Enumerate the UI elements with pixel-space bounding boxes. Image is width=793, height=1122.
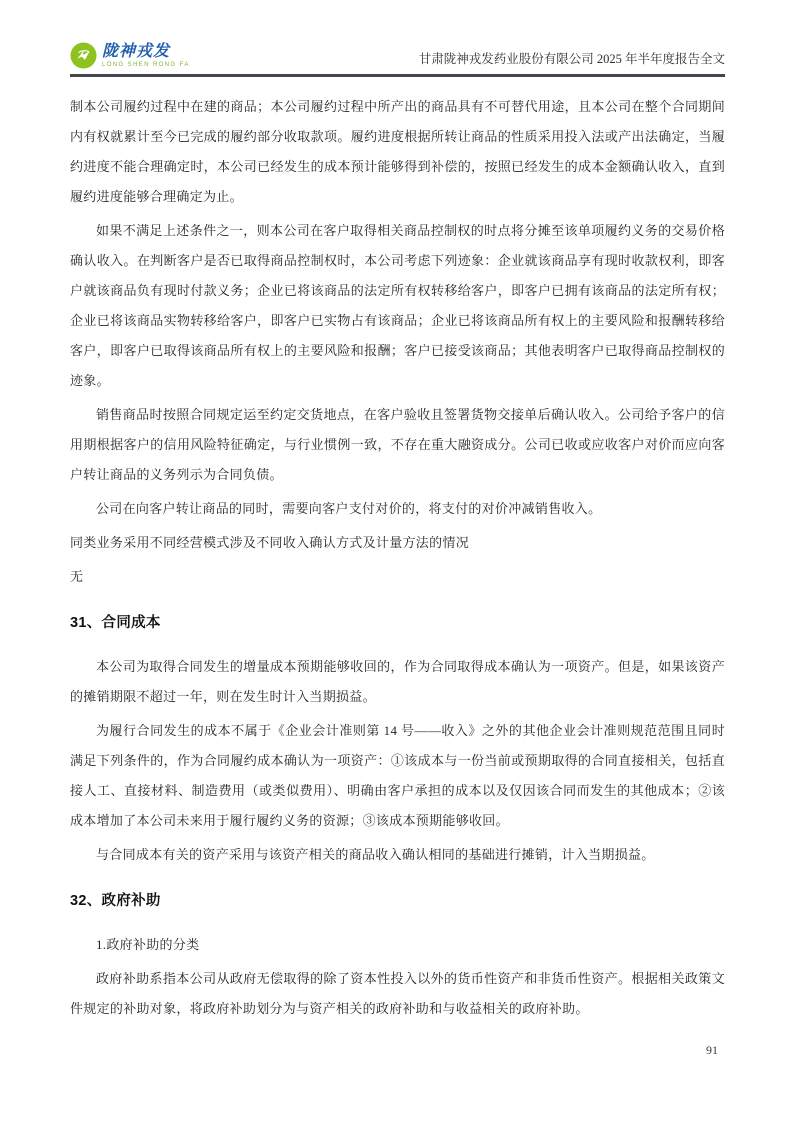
- page-header: [70, 42, 725, 77]
- company-logo-icon: [70, 42, 97, 69]
- document-body: [70, 92, 725, 1028]
- body-paragraph: 政府补助系指本公司从政府无偿取得的除了资本性投入以外的货币性资产和非货币性资产。根据相关政策文件规定的补助对象，将政府补助划分为与资产相关的政府补助和与收益相关的政府补助。: [70, 971, 725, 1016]
- section-heading-31: 31、合同成本: [70, 615, 161, 631]
- body-paragraph: 公司在向客户转让商品的同时，需要向客户支付对价的，将支付的对价冲减销售收入。: [96, 501, 602, 516]
- body-paragraph: 销售商品时按照合同规定运至约定交货地点，在客户验收且签署货物交接单后确认收入。公司给予客户的信用期根据客户的信用风险特征确定，与行业惯例一致，不存在重大融资成分。公司已收或应收客户对价而应向客户转让商品的义务列示为合同负债。: [70, 407, 725, 482]
- body-paragraph: 为履行合同发生的成本不属于《企业会计准则第 14 号——收入》之外的其他企业会计准则规范范围且同时满足下列条件的，作为合同履约成本确认为一项资产：①该成本与一份当前或预期取得的合同直接相关，包括直接人工、直接材料、制造费用（或类似费用）、明确由客户承担的成本以及仅因该合同而发生的其他成本；②该成本增加了本公司未来用于履行履约义务的资源；③该成本预期能够收回。: [70, 723, 725, 828]
- company-name-en: LONG SHEN RONG FA: [102, 61, 190, 68]
- company-logo: [70, 42, 190, 69]
- section-heading-32: 32、政府补助: [70, 893, 161, 909]
- body-paragraph: 与合同成本有关的资产采用与该资产相关的商品收入确认相同的基础进行摊销，计入当期损益。: [96, 847, 655, 862]
- body-paragraph: 如果不满足上述条件之一，则本公司在客户取得相关商品控制权的时点将分摊至该单项履约义务的交易价格确认收入。在判断客户是否已取得商品控制权时，本公司考虑下列迹象：企业就该商品享有现时收款权利，即客户就该商品负有现时付款义务；企业已将该商品的法定所有权转移给客户，即客户已拥有该商品的法定所有权；企业已将该商品实物转移给客户，即客户已实物占有该商品；企业已将该商品所有权上的主要风险和报酬转移给客户，即客户已取得该商品所有权上的主要风险和报酬；客户已接受该商品；其他表明客户已取得商品控制权的迹象。: [70, 223, 725, 388]
- body-paragraph: 制本公司履约过程中在建的商品；本公司履约过程中所产出的商品具有不可替代用途，且本公司在整个合同期间内有权就累计至今已完成的履约部分收取款项。履约进度根据所转让商品的性质采用投入法或产出法确定，当履约进度不能合理确定时，本公司已经发生的成本预计能够得到补偿的，按照已经发生的成本金额确认收入，直到履约进度能够合理确定为止。: [70, 99, 725, 204]
- page-number: 91: [706, 1043, 718, 1057]
- body-paragraph: 本公司为取得合同发生的增量成本预期能够收回的，作为合同取得成本确认为一项资产。但是，如果该资产的摊销期限不超过一年，则在发生时计入当期损益。: [70, 659, 725, 704]
- company-name-cn: 陇神戎发: [102, 42, 171, 60]
- company-logo-text: [102, 44, 190, 68]
- body-paragraph: 无: [70, 569, 84, 584]
- document-title: 甘肃陇神戎发药业股份有限公司 2025 年半年度报告全文: [418, 52, 725, 66]
- body-subheading: 1.政府补助的分类: [96, 937, 200, 952]
- body-paragraph: 同类业务采用不同经营模式涉及不同收入确认方式及计量方法的情况: [70, 535, 470, 550]
